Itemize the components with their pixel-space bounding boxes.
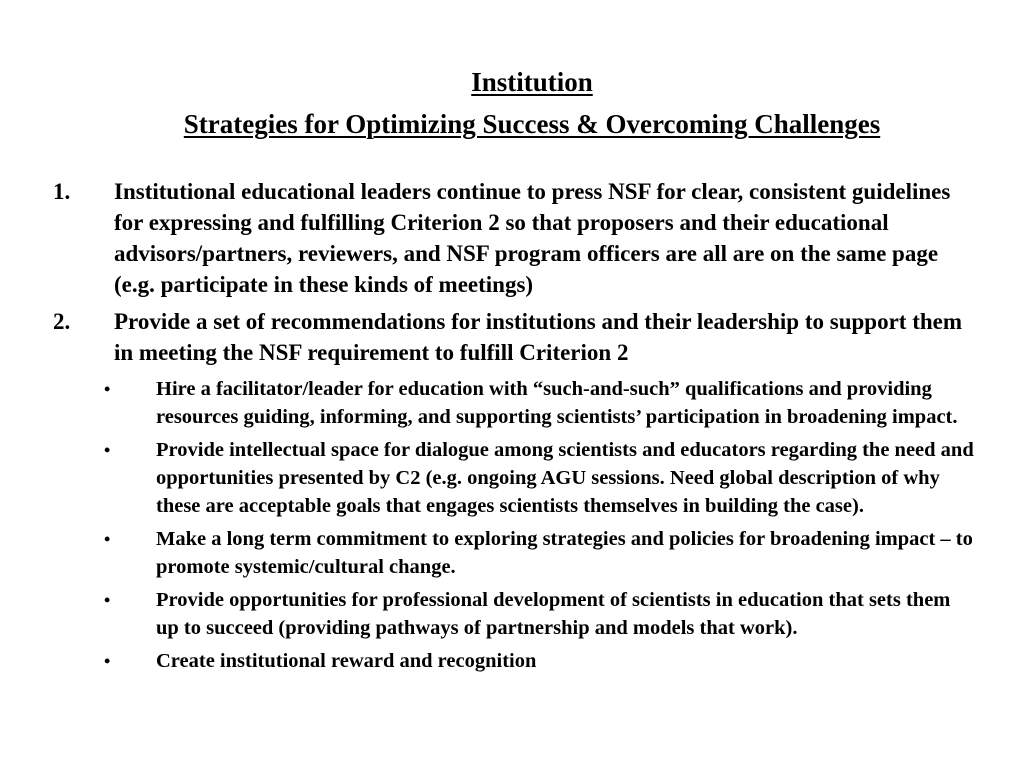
numbered-list [0, 176, 1024, 680]
bullet-marker: • [104, 529, 111, 549]
bullet-text: Create institutional reward and recognition [156, 650, 537, 672]
numbered-item-2 [0, 306, 974, 368]
bullet-marker: • [104, 590, 111, 610]
item-number: 1. [53, 179, 71, 204]
title-line-1: Institution [471, 67, 593, 97]
bullet-item [0, 647, 976, 675]
numbered-item-1 [0, 176, 974, 300]
bullet-text: Provide opportunities for professional development of scientists in education that sets them up to succeed (providing pathways of partnership and models that work). [156, 589, 951, 639]
bullet-marker: • [104, 651, 111, 671]
bullet-item [0, 525, 976, 581]
slide-title [0, 61, 1024, 145]
title-line-2: Strategies for Optimizing Success & Overcoming Challenges [183, 109, 881, 139]
item-text: Provide a set of recommendations for institutions and their leadership to support them in meeting the NSF requirement to fulfill Criterion 2 [114, 309, 963, 365]
bullet-item [0, 586, 976, 642]
bullet-text: Provide intellectual space for dialogue among scientists and educators regarding the need and opportunities presented by C2 (e.g. ongoing AGU sessions. Need global description of why these are acceptable goals that engages scientists themselves in building the case). [156, 439, 974, 517]
item-number: 2. [53, 309, 71, 334]
item-text: Institutional educational leaders continue to press NSF for clear, consistent guidelines for expressing and fulfilling Criterion 2 so that proposers and their educational advisors/partners, reviewers, and NSF program officers are all are on the same page (e.g. participate in these kinds of meetings) [114, 179, 951, 297]
bullet-list [0, 375, 1024, 675]
bullet-marker: • [104, 440, 111, 460]
bullet-marker: • [104, 379, 111, 399]
bullet-item [0, 436, 976, 520]
bullet-text: Hire a facilitator/leader for education with “such-and-such” qualifications and providing resources guiding, informing, and supporting scientists’ participation in broadening impact. [156, 378, 958, 428]
bullet-item [0, 375, 976, 431]
bullet-text: Make a long term commitment to exploring strategies and policies for broadening impact – to promote systemic/cultural change. [156, 528, 973, 578]
